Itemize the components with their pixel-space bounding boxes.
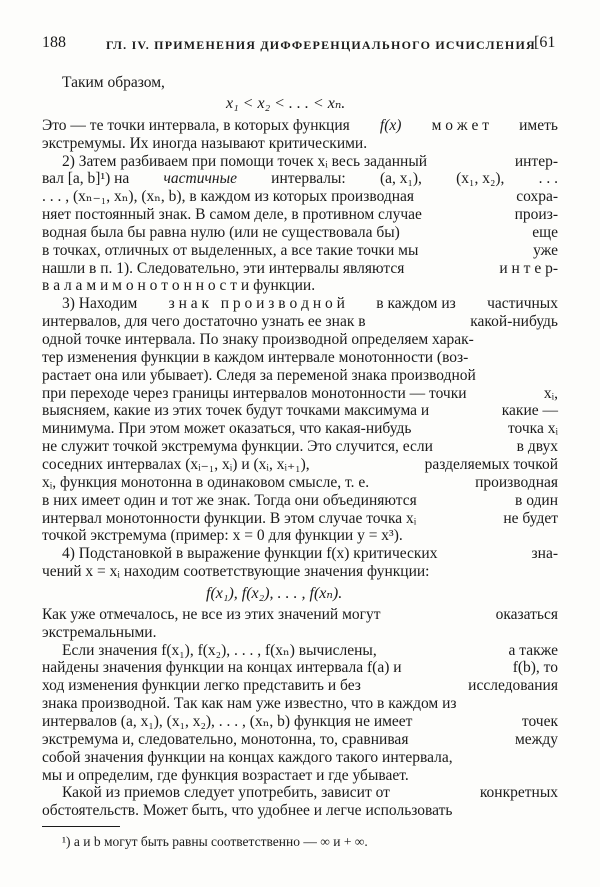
- text-line: ход изменения функции легко представить и без исследования: [42, 677, 558, 694]
- text-line: Какой из приемов следует употребить, зависит от конкретных: [62, 784, 558, 801]
- text-line: 4) Подстановкой в выражение функции f(x) критических зна-: [62, 545, 558, 562]
- text-line: 2) Затем разбиваем при помощи точек xᵢ весь заданный интер-: [62, 153, 558, 170]
- text-line: собой значения функции на концах каждого такого интервала,: [42, 749, 453, 766]
- text-line: экстремумы. Их иногда называют критическими.: [42, 135, 368, 152]
- text-line: Как уже отмечалось, не все из этих значений могут оказаться: [42, 606, 558, 623]
- text-line: точкой экстремума (пример: x = 0 для функции y = x³).: [42, 527, 403, 544]
- text-line: нашли в п. 1). Следовательно, эти интервалы являются и н т е р-: [42, 260, 558, 277]
- text-line: в точках, отличных от выделенных, а все такие точки мы уже: [42, 242, 558, 259]
- section-number: [61: [534, 34, 556, 51]
- text-line: в них имеет один и тот же знак. Тогда они объединяются в один: [42, 492, 558, 509]
- text-line: одной точке интервала. По знаку производной определяем харак-: [42, 331, 474, 348]
- text-line: Если значения f(x₁), f(x₂), . . . , f(xₙ) вычислены, а также: [62, 642, 558, 659]
- text-line: в а л а м и м о н о т о н н о с т и функции.: [42, 277, 316, 294]
- text-line: няет постоянный знак. В самом деле, в противном случае произ-: [42, 206, 558, 223]
- function-values-formula: f(x₁), f(x₂), . . . , f(xₙ).: [206, 585, 343, 602]
- text-line: интервал монотонности функции. В этом случае точка xᵢ не будет: [42, 510, 558, 527]
- page-number: 188: [42, 34, 66, 51]
- footnote: ¹) a и b могут быть равны соответственно — ∞ и + ∞.: [62, 834, 368, 849]
- text-line: экстремума и, следовательно, монотонна, то, сравнивая между: [42, 731, 558, 748]
- text-line: растает она или убывает). Следя за переменой знака производной: [42, 367, 476, 384]
- text-line: экстремальными.: [42, 624, 157, 641]
- text-line: xᵢ, функция монотонна в одинаковом смысле, т. е. производная: [42, 474, 558, 491]
- text-line: чений x = xᵢ находим соответствующие значения функции:: [42, 563, 430, 580]
- running-title: ГЛ. IV. ПРИМЕНЕНИЯ ДИФФЕРЕНЦИАЛЬНОГО ИСЧИСЛЕНИЯ: [106, 38, 536, 52]
- text-line: интервалов, для чего достаточно узнать ее знак в какой-нибудь: [42, 313, 558, 330]
- text-line: тер изменения функции в каждом интервале монотонности (воз-: [42, 349, 469, 366]
- text-line: вал [a, b]¹) на частичные интервалы: (a, x₁), (x₁, x₂), . . .: [42, 170, 558, 187]
- text-line: соседних интервалах (xᵢ₋₁, xᵢ) и (xᵢ, xᵢ₊₁), разделяемых точкой: [42, 456, 558, 473]
- inequality-formula: x₁ < x₂ < . . . < xₙ.: [226, 95, 346, 112]
- text-line: выясняем, какие из этих точек будут точками максимума и какие —: [42, 402, 558, 419]
- intro-line: Таким образом,: [62, 74, 165, 91]
- text-line: при переходе через границы интервалов монотонности — точки xᵢ,: [42, 385, 558, 402]
- text-line: водная была бы равна нулю (или не существовала бы) еще: [42, 224, 558, 241]
- text-line: Это — те точки интервала, в которых функция f(x) м о ж е т иметь: [42, 117, 558, 134]
- text-line: обстоятельств. Может быть, что удобнее и легче использовать: [42, 802, 453, 819]
- text-line: минимума. При этом может оказаться, что какая-нибудь точка xᵢ: [42, 420, 558, 437]
- text-line: найдены значения функции на концах интервала f(a) и f(b), то: [42, 659, 558, 676]
- text-line: 3) Находим з н а к п р о и з в о д н о й в каждом из частичных: [62, 295, 558, 312]
- text-line: интервалов (a, x₁), (x₁, x₂), . . . , (xₙ, b) функция не имеет точек: [42, 713, 558, 730]
- footnote-rule: [42, 826, 120, 827]
- text-line: . . . , (xₙ₋₁, xₙ), (xₙ, b), в каждом из которых производная сохра-: [42, 188, 558, 205]
- text-line: не служит точкой экстремума функции. Это случится, если в двух: [42, 438, 558, 455]
- text-line: мы и определим, где функция возрастает и где убывает.: [42, 767, 409, 784]
- text-line: знака производной. Так как нам уже известно, что в каждом из: [42, 695, 457, 712]
